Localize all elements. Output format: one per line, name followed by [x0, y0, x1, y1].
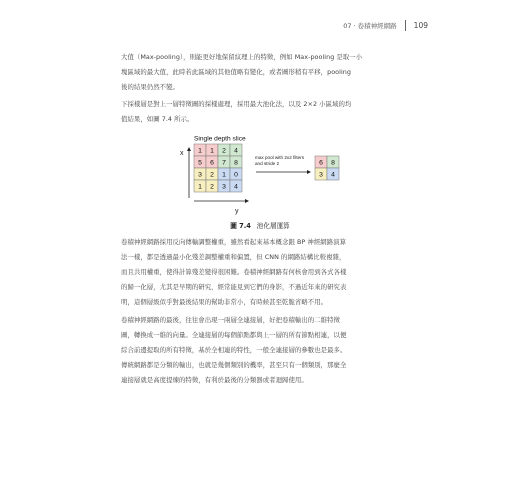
- paragraph-downsampling: [121, 97, 407, 127]
- paragraph-fully-connected: [121, 313, 407, 388]
- text-line: 傳統網路都是分類的輸出，也就是幾個類別的機率，甚至只有一個類別，那麼全: [121, 361, 347, 369]
- grid-cell: 0: [234, 171, 238, 179]
- text-line: 連接層就是高度提煉的特徵，有利於最後的分類器或者迴歸使用。: [121, 376, 308, 384]
- caption-text: 池化層運算: [256, 222, 290, 230]
- pooling-figure: [176, 134, 348, 216]
- text-line: 卷積神經網路的最後，往往會出現一兩層全連接層，好把卷積輸出的二維特徵: [121, 316, 340, 324]
- output-cell: 3: [319, 171, 323, 179]
- page-number: 109: [413, 21, 428, 30]
- paragraph-backprop: [121, 235, 407, 310]
- grid-cell: 2: [210, 171, 214, 179]
- paragraph-max-pooling: [121, 50, 407, 95]
- grid-cell: 1: [198, 183, 202, 191]
- header-divider: [405, 20, 406, 31]
- y-axis-label: y: [235, 208, 239, 215]
- annotation-line-1: max pool with 2x2 filters: [255, 155, 305, 160]
- figure-caption: [0, 220, 520, 230]
- output-cell: 8: [331, 159, 335, 167]
- grid-cell: 4: [234, 183, 238, 191]
- output-cell: 6: [319, 159, 323, 167]
- pool-arrowhead: [307, 170, 311, 174]
- x-axis-label: x: [180, 150, 184, 157]
- running-header: [343, 20, 428, 31]
- text-line: 卷積神經網路採用反向傳輸調整權重，雖然看起來基本概念跟 BP 神經網路演算: [121, 238, 347, 246]
- x-axis-arrowhead: [187, 147, 191, 151]
- y-axis-arrowhead: [245, 199, 249, 203]
- output-cell: 4: [331, 171, 335, 179]
- slice-title: Single depth slice: [194, 135, 246, 143]
- text-line: 塊區域的最大值，此時若此區域的其他值略有變化，或者圖形稍有平移，pooling: [121, 68, 351, 76]
- grid-cell: 5: [198, 159, 202, 167]
- text-line: 圖，轉換成一維的向量。全連接層的每個節點都與上一層的所有節點相連，以便: [121, 331, 347, 339]
- annotation-line-2: and stride 2: [255, 161, 280, 166]
- chapter-title: 07 · 卷積神經網路: [343, 22, 397, 30]
- grid-cell: 3: [222, 183, 226, 191]
- text-line: 明，這個層級似乎對最後結果的幫助非常小，有時候甚至乾脆省略不用。: [121, 298, 328, 306]
- text-line: 下採樣層是對上一層特徵圖的採樣處理，採用最大池化法，以及 2×2 小區域的均: [121, 100, 352, 108]
- caption-number: 圖 7.4: [230, 222, 251, 230]
- text-line: 值結果，如圖 7.4 所示。: [121, 115, 194, 123]
- grid-cell: 2: [210, 183, 214, 191]
- grid-cell: 8: [234, 159, 238, 167]
- grid-cell: 7: [222, 159, 226, 167]
- grid-cell: 3: [198, 171, 202, 179]
- input-grid: [194, 144, 242, 192]
- text-line: 綜合前邊提取的所有特徵，基於全相連的特性，一般全連接層的參數也是最多。: [121, 346, 347, 354]
- text-line: 法一樣，都是透過最小化殘差調整權重和偏置，但 CNN 的網路結構比較複雜，: [121, 253, 346, 261]
- grid-cell: 1: [222, 171, 226, 179]
- grid-cell: 1: [210, 147, 214, 155]
- text-line: 後的結果仍然不變。: [121, 83, 179, 91]
- grid-cell: 4: [234, 147, 238, 155]
- text-line: 大值（Max-pooling），則能更好地保留紋理上的特徵，例如 Max-pooling 是取一小: [121, 53, 363, 61]
- grid-cell: 1: [198, 147, 202, 155]
- text-line: 的歸一化層，尤其是早期的研究，經常能見到它們的身影，不過近年來的研究表: [121, 283, 347, 291]
- text-line: 而且共用權重，使得計算殘差變得很困難。卷積神經網路有何核會用到各式各樣: [121, 268, 347, 276]
- grid-cell: 2: [222, 147, 226, 155]
- output-grid: [315, 156, 339, 180]
- grid-cell: 6: [210, 159, 214, 167]
